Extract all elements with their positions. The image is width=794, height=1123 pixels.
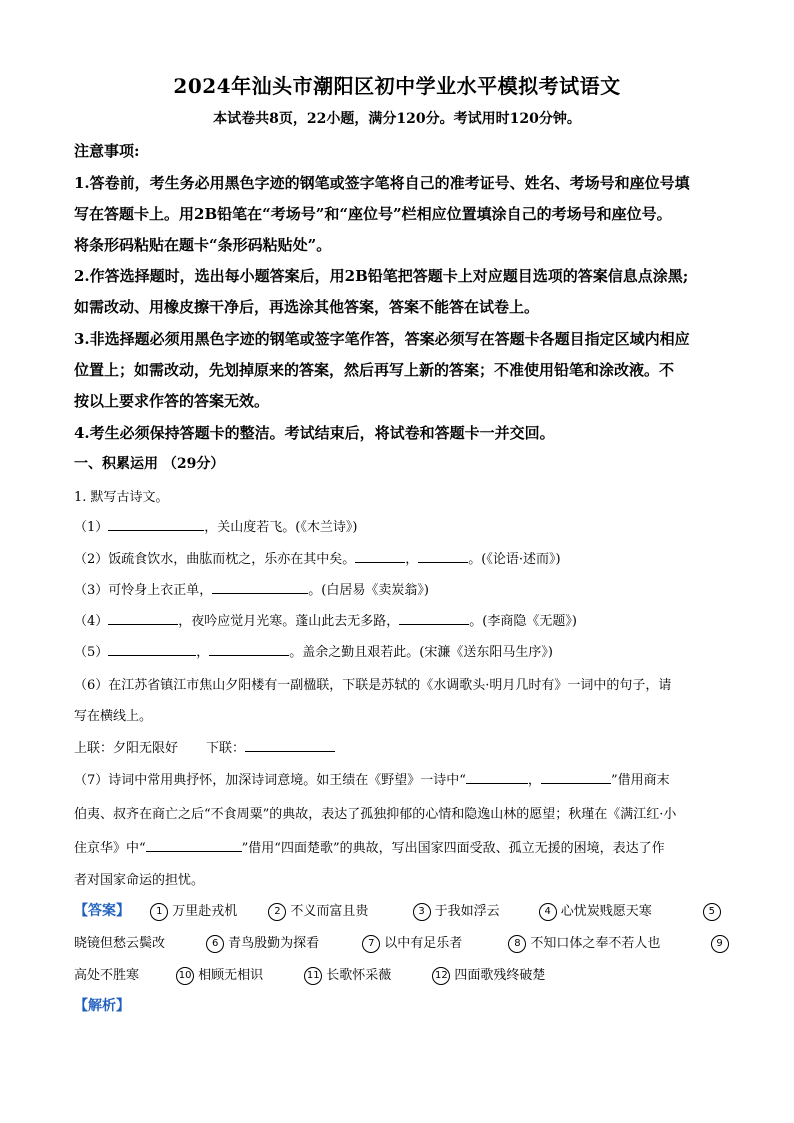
answer-line-2 [74, 932, 733, 953]
analysis-tag: 【解析】 [74, 998, 130, 1014]
question-stem: 1. 默写古诗文。 [74, 490, 169, 505]
answer-blank[interactable] [399, 610, 469, 625]
notice-line: 位置上；如需改动，先划掉原来的答案，然后再写上新的答案；不准使用铅笔和涂改液。不 [74, 361, 675, 379]
notice-line: 1.答卷前，考生务必用黑色字迹的钢笔或签字笔将自己的准考证号、姓名、考场号和座位号填 [74, 174, 690, 192]
notice-line: 写在答题卡上。用2B铅笔在“考场号”和“座位号”栏相应位置填涂自己的考场号和座位号。 [74, 205, 672, 223]
answer-blank[interactable] [541, 769, 611, 784]
answer-blank[interactable] [245, 737, 335, 752]
notice-heading: 注意事项: [74, 142, 140, 160]
answer-item: 四面歌残终破楚 [454, 968, 546, 983]
answer-blank[interactable] [355, 548, 405, 563]
question-item-3: （3）可怜身上衣正单， 。(白居易《卖炭翁》) [74, 579, 429, 598]
question-item-5: （5） ， 。盖余之勤且艰若此。(宋濂《送东阳马生序》) [74, 641, 553, 660]
notice-line: 如需改动、用橡皮擦干净后，再选涂其他答案，答案不能答在试卷上。 [74, 298, 540, 316]
answer-item: 相顾无相识 [198, 968, 264, 983]
notice-line: 将条形码粘贴在题卡“条形码粘贴处”。 [74, 236, 332, 254]
answer-blank[interactable] [108, 610, 178, 625]
answer-item: 不知口体之奉不若人也 [530, 936, 661, 951]
circled-number: 5 [703, 903, 721, 921]
notice-line: 4.考生必须保持答题卡的整洁。考试结束后，将试卷和答题卡一并交回。 [74, 424, 555, 442]
page-subtitle: 本试卷共8页，22小题，满分120分。考试用时120分钟。 [213, 111, 581, 127]
analysis-line [74, 995, 130, 1015]
answer-blank[interactable] [146, 837, 242, 852]
circled-number: 2 [268, 903, 286, 921]
question-item-7-cont: 者对国家命运的担忧。 [74, 873, 205, 888]
question-item-1: （1） ，关山度若飞。(《木兰诗》) [74, 516, 357, 535]
answer-blank[interactable] [108, 641, 196, 656]
question-item-7-cont: 伯夷、叔齐在商亡之后“不食周粟”的典故，表达了孤独抑郁的心情和隐逸山林的愿望；秋瑾在《满江红·小 [74, 807, 677, 822]
circled-number: 7 [362, 935, 380, 953]
answer-item: 以中有足乐者 [384, 936, 463, 951]
circled-number: 9 [711, 935, 729, 953]
section-heading: 一、积累运用 （29分） [74, 456, 225, 472]
answer-blank[interactable] [212, 579, 308, 594]
couplet [74, 737, 335, 756]
answer-line-3 [74, 964, 545, 985]
question-item-7-cont: 住京华》中“ ”借用“四面楚歌”的典故，写出国家四面受敌、孤立无援的困境，表达了作 [74, 837, 665, 856]
notice-line: 按以上要求作答的答案无效。 [74, 392, 270, 410]
answer-item: 于我如浮云 [434, 904, 500, 919]
answer-item: 长歌怀采薇 [326, 968, 392, 983]
answer-tag: 【答案】 [74, 903, 130, 919]
question-item-2: （2）饭疏食饮水，曲肱而枕之，乐亦在其中矣。 ， 。(《论语·述而》) [74, 548, 561, 567]
question-item-6-cont: 写在横线上。 [74, 709, 153, 724]
answer-item: 万里赴戎机 [172, 904, 238, 919]
answer-item: 晓镜但愁云鬓改 [74, 936, 166, 951]
answer-item: 心忧炭贱愿天寒 [560, 904, 652, 919]
page-title: 2024年汕头市潮阳区初中学业水平模拟考试语文 [173, 74, 621, 98]
answer-blank[interactable] [418, 548, 468, 563]
circled-number: 1 [150, 903, 168, 921]
question-item-4: （4） ，夜吟应觉月光寒。蓬山此去无多路， 。(李商隐《无题》) [74, 610, 577, 629]
answer-blank[interactable] [466, 769, 528, 784]
answer-blank[interactable] [108, 516, 204, 531]
couplet-upper: 上联：夕阳无限好 [74, 741, 179, 756]
circled-number: 3 [413, 903, 431, 921]
notice-line: 3.非选择题必须用黑色字迹的钢笔或签字笔作答，答案必须写在答题卡各题目指定区域内相应 [74, 330, 690, 348]
circled-number: 8 [508, 935, 526, 953]
answer-item: 青鸟殷勤为探看 [228, 936, 320, 951]
couplet-lower: 下联： [206, 741, 246, 756]
question-item-7: （7）诗词中常用典抒怀，加深诗词意境。如王绩在《野望》一诗中“ ， ”借用商末 [74, 769, 670, 788]
question-item-6: （6）在江苏省镇江市焦山夕阳楼有一副楹联，下联是苏轼的《水调歌头·明月几时有》一词中的句子，请 [74, 678, 672, 693]
answer-item: 高处不胜寒 [74, 968, 140, 983]
circled-number: 4 [539, 903, 557, 921]
answer-line-1 [74, 900, 725, 921]
circled-number: 11 [304, 967, 322, 985]
circled-number: 12 [432, 967, 450, 985]
answer-item: 不义而富且贵 [290, 904, 369, 919]
notice-line: 2.作答选择题时，选出每小题答案后，用2B铅笔把答题卡上对应题目选项的答案信息点涂黑; [74, 267, 689, 285]
circled-number: 6 [206, 935, 224, 953]
answer-blank[interactable] [209, 641, 289, 656]
circled-number: 10 [176, 967, 194, 985]
